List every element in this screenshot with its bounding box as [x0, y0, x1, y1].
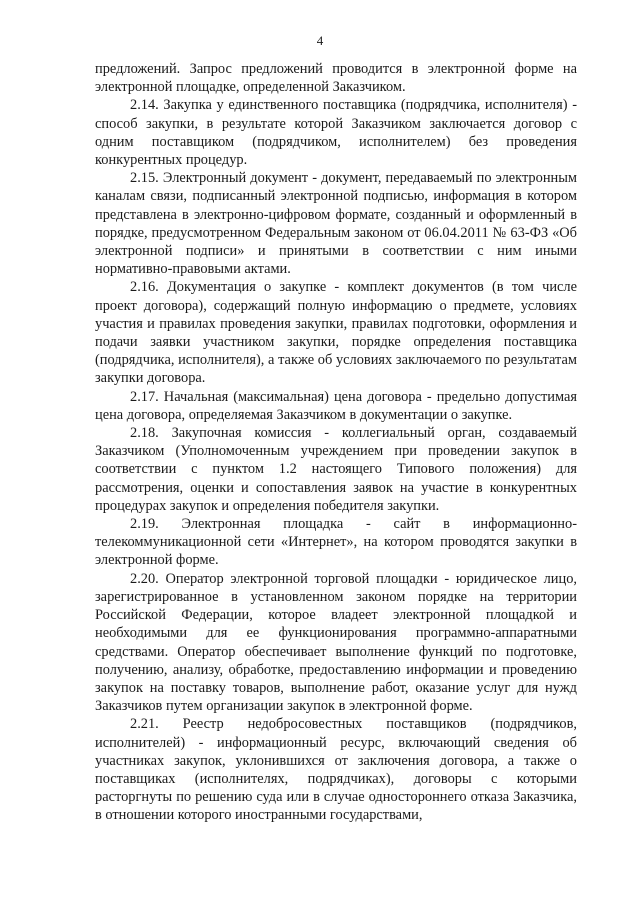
paragraph-2-14: 2.14. Закупка у единственного поставщика (подрядчика, исполнителя) - способ закупки, в результате которой Заказчиком заключается договор с одним поставщиком (подрядчиком, исполнителем) без проведения конкурентных процедур. — [95, 97, 577, 169]
page-number: 4 — [316, 33, 324, 48]
paragraph-2-18: 2.18. Закупочная комиссия - коллегиальный орган, создаваемый Заказчиком (Уполномоченным учреждением при проведении закупок в соответствии с пунктом 1.2 настоящего Типового положения) для рассмотрения, оценки и сопоставления заявок на участие в конкурентных процедурах закупок и определения победителя закупки. — [95, 425, 577, 514]
paragraph-2-17: 2.17. Начальная (максимальная) цена договора - предельно допустимая цена договора, определяемая Заказчиком в документации о закупке. — [95, 388, 577, 423]
paragraph-2-15: 2.15. Электронный документ - документ, передаваемый по электронным каналам связи, подписанный электронной подписью, информация в котором представлена в электронно-цифровом формате, созданный и оформленный в порядке, предусмотренном Федеральным законом от 06.04.2011 № 63-ФЗ «Об электронной подписи» и принятыми в соответствии с ним иными нормативно-правовыми актами. — [95, 170, 577, 278]
paragraph-2-19: 2.19. Электронная площадка - сайт в информационно-телекоммуникационной сети «Интернет», на котором проводятся закупки в электронной форме. — [95, 516, 577, 569]
paragraph-2-16: 2.16. Документация о закупке - комплект документов (в том числе проект договора), содержащий полную информацию о предмете, условиях участия и правилах проведения закупки, правилах подготовки, оформления и подачи заявки участником закупки, порядке определения поставщика (подрядчика, исполнителя), а также об условиях заключаемого по результатам закупки договора. — [95, 279, 577, 387]
paragraph-continuation: предложений. Запрос предложений проводится в электронной форме на электронной площадке, определенной Заказчиком. — [95, 61, 577, 96]
document-body — [95, 60, 577, 825]
paragraph-2-20: 2.20. Оператор электронной торговой площадки - юридическое лицо, зарегистрированное в установленном законом порядке на территории Российской Федерации, которое владеет электронной площадкой и необходимыми для ее функционирования программно-аппаратными средствами. Оператор обеспечивает выполнение функций по подготовке, получению, анализу, обработке, предоставлению информации и проведению закупок на поставку товаров, выполнение работ, оказание услуг для нужд Заказчиков путем организации закупок в электронной форме. — [95, 570, 577, 715]
paragraph-2-21: 2.21. Реестр недобросовестных поставщиков (подрядчиков, исполнителей) - информационный ресурс, включающий сведения об участниках закупок, уклонившихся от заключения договора, а также о поставщиках (исполнителях, подрядчиках), договоры с которыми расторгнуты по решению суда или в случае одностороннего отказа Заказчика, в отношении которого иностранными государствами, — [95, 716, 577, 824]
